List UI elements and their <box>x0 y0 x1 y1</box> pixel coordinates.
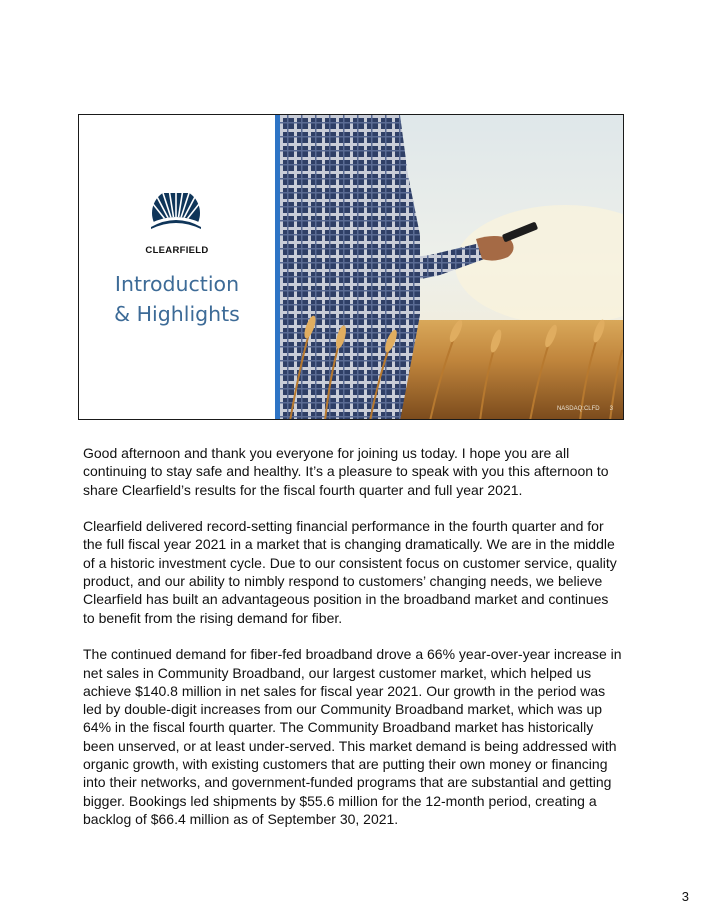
wheat-field-photo-icon <box>280 115 623 419</box>
logo-wordmark: CLEARFIELD <box>145 245 209 256</box>
slide-footer-page: 3 <box>609 406 613 412</box>
slide-title <box>79 269 275 329</box>
slide-thumbnail <box>78 114 624 420</box>
slide-footer-ticker: NASDAQ:CLFD <box>556 406 600 412</box>
paragraph-2: Clearfield delivered record-setting financial performance in the fourth quarter and for the full fiscal year 2021 in a market that is changing dramatically. We are in the middle of a historic investment cycle. Due to our consistent focus on customer service, quality product, and our ability to nimbly respond to customers’ changing needs, we believe Clearfield has built an advantageous position in the broadband market and continues to benefit from the rising demand for fiber. <box>83 518 617 626</box>
slide-title-line-2: & Highlights <box>114 302 240 326</box>
slide-left-panel <box>79 115 275 419</box>
body-text <box>83 444 623 847</box>
paragraph-3: The continued demand for fiber-fed broadband drove a 66% year-over-year increase in net sales in Community Broadband, our largest customer market, which helped us achieve $140.8 million in net sales for fiscal year 2021. Our growth in the period was led by double-digit increases from our Community Broadband market, which was up 64% in the fiscal fourth quarter. The Community Broadband market has historically been unserved, or at least under-served. This market demand is being addressed with organic growth, with existing customers that are putting their own money or financing into their networks, and government-funded programs that are substantial and getting bigger. Bookings led shipments by $55.6 million for the 12-month period, creating a backlog of $66.4 million as of September 30, 2021. <box>83 646 622 827</box>
slide-title-line-1: Introduction <box>114 272 240 296</box>
clearfield-logo-icon <box>149 193 203 239</box>
page-number: 3 <box>681 889 689 904</box>
farmer-wheat-field-photo <box>280 115 623 419</box>
slide-footer <box>557 406 613 412</box>
paragraph-1: Good afternoon and thank you everyone for joining us today. I hope you are all continuing to stay safe and healthy. It’s a pleasure to speak with you this afternoon to share Clearfield’s results for the fiscal fourth quarter and full year 2021. <box>83 445 609 498</box>
